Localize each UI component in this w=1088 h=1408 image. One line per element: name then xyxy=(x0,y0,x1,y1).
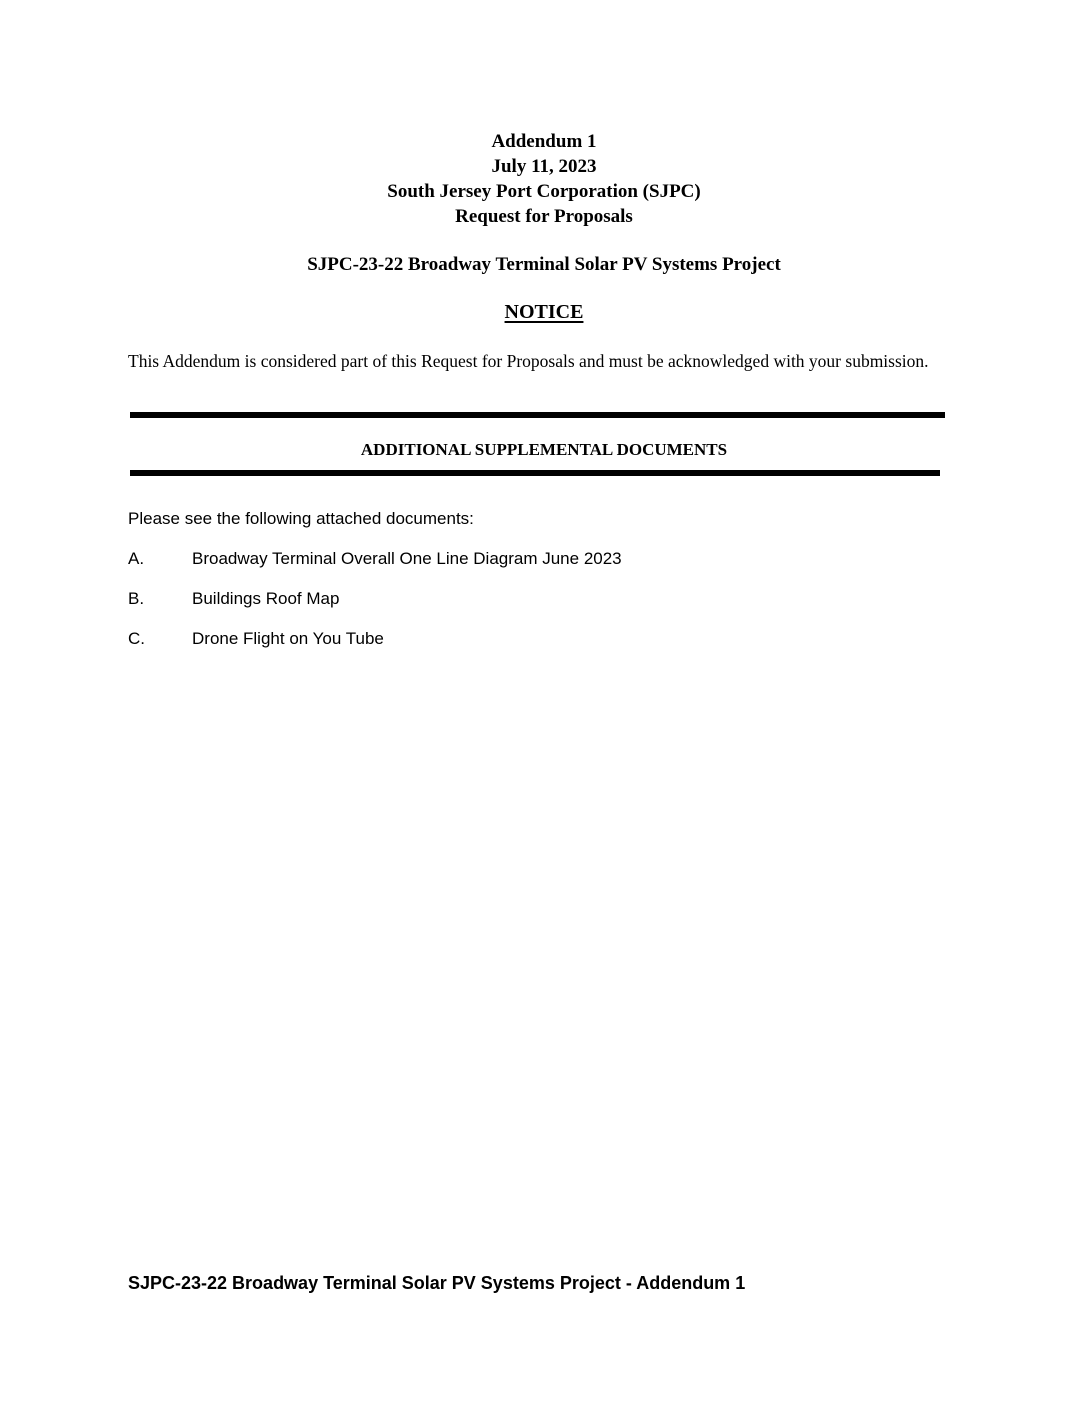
document-type: Request for Proposals xyxy=(455,206,633,227)
top-divider xyxy=(130,412,945,418)
notice-body: This Addendum is considered part of this Request for Proposals and must be acknowledged with your submission. xyxy=(128,351,929,371)
organization-name: South Jersey Port Corporation (SJPC) xyxy=(387,181,701,202)
list-item-text: Broadway Terminal Overall One Line Diagram June 2023 xyxy=(192,549,622,568)
list-item-letter: C. xyxy=(128,629,145,648)
project-title: SJPC-23-22 Broadway Terminal Solar PV Systems Project xyxy=(307,254,781,275)
addendum-date: July 11, 2023 xyxy=(491,156,597,177)
addendum-number: Addendum 1 xyxy=(491,131,597,152)
list-item-letter: A. xyxy=(128,549,145,568)
page-footer: SJPC-23-22 Broadway Terminal Solar PV Systems Project - Addendum 1 xyxy=(128,1273,746,1293)
list-item-letter: B. xyxy=(128,589,145,608)
document-header xyxy=(0,129,1088,229)
list-item-text: Drone Flight on You Tube xyxy=(192,629,384,648)
section-heading: ADDITIONAL SUPPLEMENTAL DOCUMENTS xyxy=(360,440,728,459)
bottom-divider xyxy=(130,470,940,476)
notice-heading: NOTICE xyxy=(504,301,584,323)
documents-intro: Please see the following attached documents: xyxy=(128,509,474,528)
list-item-text: Buildings Roof Map xyxy=(192,589,340,608)
